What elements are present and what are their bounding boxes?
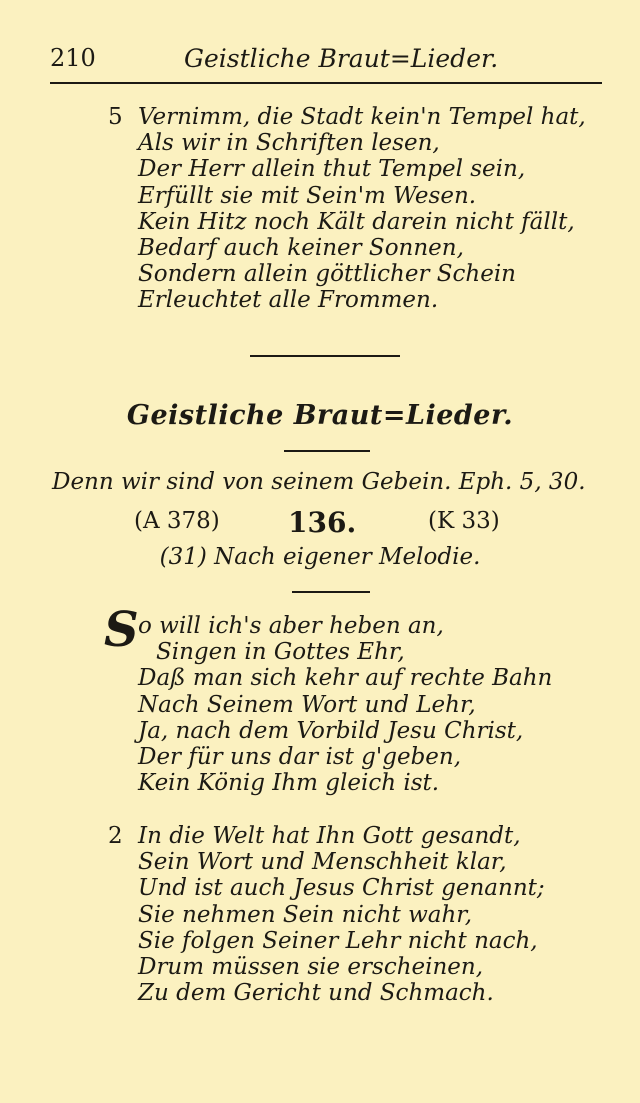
- verse-line: Kein Hitz noch Kält darein nicht fällt,: [138, 208, 575, 235]
- stanza-2: [108, 823, 545, 1007]
- verse-line: Sein Wort und Menschheit klar,: [138, 849, 507, 876]
- verse-line: Der für uns dar ist g'geben,: [138, 744, 462, 771]
- verse-line: Der Herr allein thut Tempel sein,: [138, 156, 526, 183]
- verse-line: Vernimm, die Stadt kein'n Tempel hat,: [138, 104, 586, 130]
- verse-line: Daß man sich kehr auf rechte Bahn: [138, 665, 553, 692]
- hymn-number-row: [0, 506, 640, 540]
- page-header: [50, 44, 602, 78]
- melody-note: (31) Nach eigener Melodie.: [159, 544, 481, 570]
- verse-line: Sondern allein göttlicher Schein: [138, 261, 516, 288]
- verse-line: Singen in Gottes Ehr,: [156, 639, 405, 666]
- hymn-number: 136.: [288, 506, 357, 539]
- stanza-previous: [108, 104, 586, 314]
- hymnal-ref-left: (A 378): [134, 508, 220, 534]
- verse-line: Sie nehmen Sein nicht wahr,: [138, 901, 473, 928]
- running-head: Geistliche Braut=Lieder.: [184, 44, 499, 73]
- hymnal-ref-right: (K 33): [428, 508, 500, 534]
- stanza-1: [138, 613, 552, 796]
- verse-line: o will ich's aber heben an,: [138, 613, 444, 639]
- stanza-number: 5: [108, 104, 123, 130]
- verse-line: Ja, nach dem Vorbild Jesu Christ,: [138, 717, 524, 744]
- verse-line: Erleuchtet alle Frommen.: [138, 287, 439, 314]
- melody-rule: [292, 591, 370, 593]
- verse-line: Nach Seinem Wort und Lehr,: [138, 691, 476, 718]
- verse-line: Zu dem Gericht und Schmach.: [138, 980, 494, 1007]
- section-divider: [250, 355, 400, 357]
- header-rule: [50, 82, 602, 84]
- verse-line: Bedarf auch keiner Sonnen,: [138, 235, 464, 262]
- verse-line: Kein König Ihm gleich ist.: [138, 770, 440, 797]
- verse-line: Als wir in Schriften lesen,: [138, 130, 440, 157]
- section-title: Geistliche Braut=Lieder.: [126, 400, 514, 431]
- verse-line: Und ist auch Jesus Christ genannt;: [138, 875, 545, 902]
- page-number: 210: [50, 44, 96, 72]
- verse-line: Sie folgen Seiner Lehr nicht nach,: [138, 927, 538, 954]
- verse-line: Drum müssen sie erscheinen,: [138, 954, 484, 981]
- drop-cap: S: [104, 602, 139, 658]
- verse-line: In die Welt hat Ihn Gott gesandt,: [138, 823, 521, 849]
- verse-line: Erfüllt sie mit Sein'm Wesen.: [138, 182, 477, 209]
- scripture-reference: Denn wir sind von seinem Gebein. Eph. 5, 30.: [52, 469, 586, 495]
- title-rule: [284, 450, 370, 452]
- stanza-number: 2: [108, 823, 123, 849]
